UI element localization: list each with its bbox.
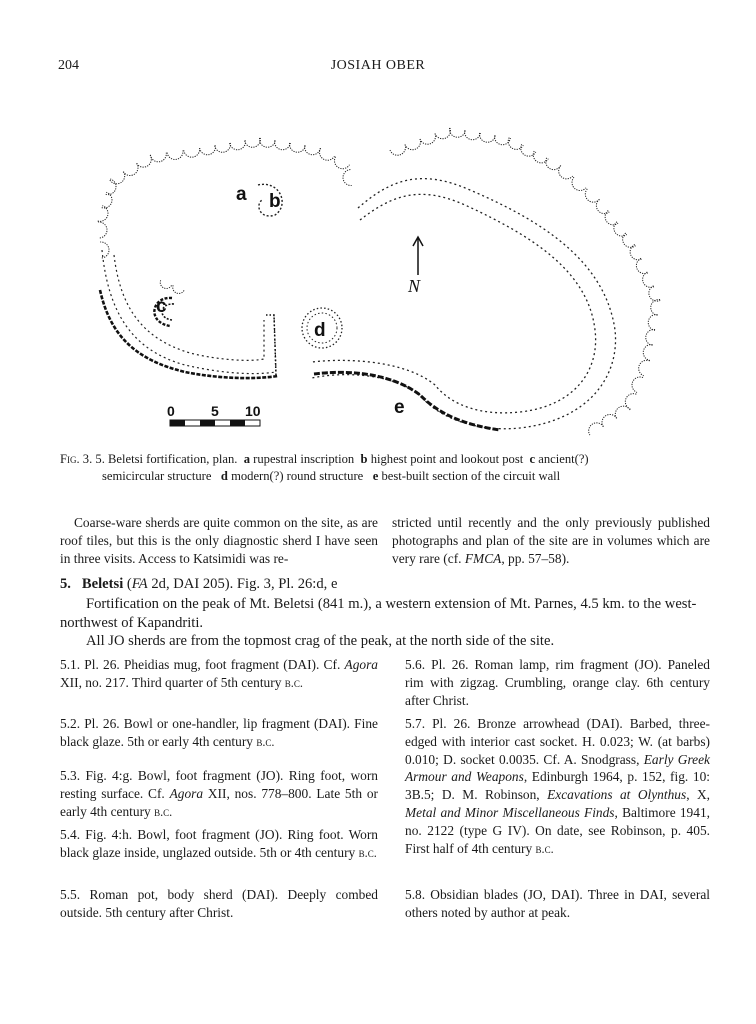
cliff-scallop [643, 345, 652, 361]
cliff-scallop [596, 199, 609, 213]
page-number: 204 [58, 58, 79, 73]
catalogue-entry-5-3 [60, 767, 378, 821]
cliff-scallop [137, 155, 152, 167]
entry-text: 5.3. Fig. 4:g. Bowl, foot fragment (JO). Ring foot, worn resting surface. Cf. [60, 768, 378, 801]
entry-era: b.c. [154, 804, 173, 819]
caption-key-e: e [372, 469, 379, 483]
caption-text-a: rupestral inscription [253, 452, 355, 466]
section-paragraph-2: All JO sherds are from the topmost crag of the peak, at the north side of the site. [86, 633, 555, 649]
entry-era: b.c. [535, 841, 554, 856]
label-d: d [314, 320, 326, 341]
cliff-scallop [420, 133, 436, 144]
cliff-scallop [643, 272, 654, 287]
scale-tick-0: 0 [167, 403, 175, 419]
entry-italic: Metal and Minor Miscellaneous Finds [405, 804, 615, 820]
cliff-scallop [390, 144, 406, 155]
entry-text: , Edinburgh 1964, p. 152, fig. 10: 3B.5; D. M. Robinson, [405, 769, 710, 803]
cliff-scallop [260, 138, 276, 147]
running-title: JOSIAH OBER [330, 58, 426, 73]
entry-italic: Agora [344, 657, 378, 672]
cliff-scallop [615, 406, 630, 418]
catalogue-entry-5-2 [60, 715, 378, 752]
entry-text: XII, nos. 778–800. Late 5th or early 4th century [60, 785, 378, 819]
section-ref-rest: 2d, DAI 205). Fig. 3, Pl. 26:d, e [147, 576, 338, 592]
cliff-scallop [480, 133, 496, 142]
scale-bar [167, 403, 261, 426]
cliff-scallop [275, 140, 291, 149]
cliff-scallop [465, 130, 481, 139]
figure-caption [60, 451, 710, 485]
entry-text: , Baltimore 1941, no. 2122 (type G IV). On date, see Robinson, p. 405. First half of 4th century [405, 804, 710, 856]
catalogue-entry-5-4 [60, 826, 378, 863]
cliff-scallop [150, 153, 166, 162]
fortification-plan-figure [90, 110, 680, 445]
cliff-scallop [98, 222, 107, 238]
intro-right-column [392, 514, 710, 567]
entry-era: b.c. [256, 734, 275, 749]
catalogue-entry-5-1 [60, 656, 378, 693]
cliff-scallop [215, 143, 231, 152]
left-wall-outer-line [100, 290, 278, 378]
left-wall-end [266, 315, 276, 376]
caption-key-d: d [220, 469, 228, 483]
cliff-scallop [649, 286, 660, 301]
cliff-scallop [546, 158, 561, 170]
cliff-scallop [305, 145, 321, 154]
section-ref-italic: FA [131, 576, 148, 592]
cliff-scallop [630, 245, 641, 260]
caption-text-b: highest point and lookout post [370, 452, 524, 466]
entry-text: 5.6. Pl. 26. Roman lamp, rim fragment (JO). Paneled rim with zigzag. Crumbling, orange clay. 6th century after Christ. [405, 657, 710, 708]
cliff-scallop [559, 166, 573, 179]
caption-title: 5. Beletsi fortification, plan. [95, 452, 238, 466]
section-name: Beletsi [81, 576, 124, 592]
cliff-scallop [636, 258, 647, 273]
catalogue-entry-5-5 [60, 886, 378, 922]
cliff-scallop [651, 300, 660, 316]
cliff-scallop [110, 172, 125, 184]
entry-text: XII, no. 217. Third quarter of 5th century [60, 674, 285, 690]
entry-text: 5.2. Pl. 26. Bowl or one-handler, lip fragment (DAI). Fine black glaze. 5th or early 4th century [60, 716, 378, 749]
caption-key-c: c [529, 452, 536, 466]
entry-italic: Agora [169, 785, 204, 801]
cliff-scallop [100, 242, 109, 258]
entry-text: 5.8. Obsidian blades (JO, DAI). Three in DAI, several others noted by author at peak. [405, 887, 710, 920]
section-paragraph-1: Fortification on the peak of Mt. Beletsi (841 m.), a western extension of Mt. Parnes, 4.5 km. to the west-northwest of Kapandriti. [60, 596, 697, 631]
catalogue-entry-5-8 [405, 886, 710, 922]
cliff-scallop [335, 157, 350, 169]
label-b: b [269, 191, 281, 212]
north-label: N [408, 276, 421, 296]
cliff-scallop [625, 394, 636, 409]
caption-line-2 [60, 468, 710, 485]
cliff-scallop [200, 145, 216, 154]
cliff-scallop [173, 285, 185, 293]
intro-right-italic: FMCA [464, 550, 502, 566]
cliff-scallop [602, 415, 617, 427]
label-c: c [156, 296, 167, 317]
caption-text-c2: semicircular structure [102, 469, 212, 483]
cliff-scallop [450, 128, 466, 137]
circuit-wall-best-section [314, 372, 500, 430]
cliff-scallop [230, 140, 246, 149]
entry-text: , X, [686, 787, 711, 803]
intro-right-text-2: , pp. 57–58). [501, 550, 570, 566]
cliff-scallop [290, 143, 306, 152]
cliff-scallop [98, 206, 108, 222]
label-a: a [236, 184, 247, 205]
left-wall [102, 250, 276, 374]
cliff-scallop [589, 423, 604, 435]
caption-key-a: a [243, 452, 250, 466]
label-e: e [394, 397, 405, 418]
cliff-scallop [435, 128, 451, 139]
cliff-scallop [646, 330, 655, 346]
section-ref-open: ( [123, 576, 132, 592]
entry-text: 5.5. Roman pot, body sherd (DAI). Deeply combed outside. 5th century after Christ. [60, 887, 378, 920]
entry-italic: Excavations at Olynthus [547, 787, 687, 803]
cliff-scallop [343, 170, 352, 186]
cliff-scallop [585, 189, 599, 202]
section-heading [60, 575, 720, 594]
caption-text-d: modern(?) round structure [231, 469, 364, 483]
entry-text: 5.4. Fig. 4:h. Bowl, foot fragment (JO). Ring foot. Worn black glaze inside, unglazed outside. 5th or 4th century [60, 827, 378, 860]
cliff-scallop [245, 138, 261, 147]
cliff-scallop [639, 360, 650, 375]
north-arrow [407, 237, 423, 296]
cliff-scallop [320, 148, 335, 160]
circuit-wall-outer [312, 179, 616, 429]
cliff-scallop [160, 280, 172, 288]
entry-text: 5.1. Pl. 26. Pheidias mug, foot fragment (DAI). Cf. [60, 657, 345, 672]
catalogue-entry-5-7 [405, 715, 710, 858]
cliff-scallop [648, 315, 657, 331]
catalogue-entry-5-6 [405, 656, 710, 709]
cliff-scallop [632, 377, 643, 392]
intro-left-column: Coarse-ware sherds are quite common on the site, as are roof tiles, but this is the only diagnostic sherd I have seen in three visits. Access to Katsimidi was re- [60, 515, 378, 566]
cliff-scallop [572, 177, 586, 190]
circuit-wall-inner [312, 194, 596, 413]
section-number: 5. [60, 576, 71, 592]
entry-era: b.c. [284, 675, 303, 690]
left-wall-inner [114, 255, 264, 360]
caption-line-1 [60, 451, 710, 468]
caption-fig-label: Fig. 3. [60, 452, 93, 466]
caption-text-e: best-built section of the circuit wall [381, 469, 561, 483]
entry-era: b.c. [358, 845, 377, 860]
intro-right-text-1: stricted until recently and the only previously published photographs and plan of the site are in volumes which are very rare (cf. [392, 515, 710, 566]
entry-text: 5.7. Pl. 26. Bronze arrowhead (DAI). Barbed, three-edged with interior cast socket. H. 0.023; W. (at barbs) 0.010; D. socket 0.0035. Cf. A. Snodgrass, [405, 716, 710, 767]
cliff-scallop [123, 163, 138, 175]
scale-tick-10: 10 [245, 403, 261, 419]
cliff-scallop [167, 150, 183, 159]
cliff-scallop [405, 139, 421, 150]
entry-italic: Early Greek Armour and Weapons [405, 751, 710, 785]
cliff-scallop [184, 148, 200, 157]
scale-tick-5: 5 [211, 403, 219, 419]
caption-text-c: ancient(?) [538, 452, 589, 466]
caption-key-b: b [360, 452, 368, 466]
